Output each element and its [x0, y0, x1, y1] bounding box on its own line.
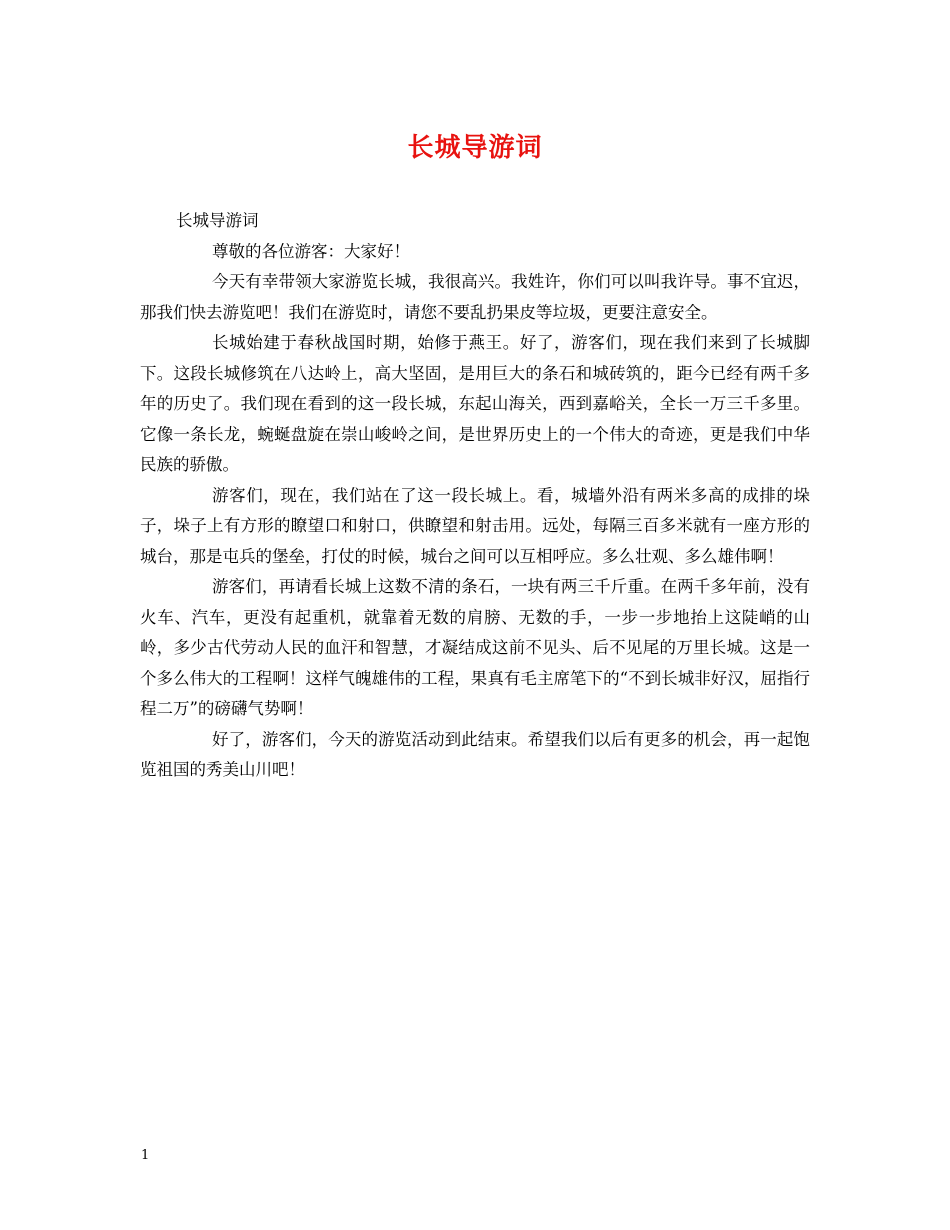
- page-number: 1: [141, 1148, 150, 1163]
- paragraph-greeting: 尊敬的各位游客：大家好！: [212, 241, 410, 261]
- section-heading: 长城导游词: [176, 211, 259, 230]
- document-body: [140, 206, 810, 786]
- paragraph-introduction: 今天有幸带领大家游览长城，我很高兴。我姓许，你们可以叫我许导。事不宜迟，那我们快去游览吧！我们在游览时，请您不要乱扔果皮等垃圾，更要注意安全。: [140, 272, 810, 322]
- paragraph-wall-features: 游客们，现在，我们站在了这一段长城上。看，城墙外沿有两米多高的成排的垛子，垛子上有方形的瞭望口和射口，供瞭望和射击用。远处，每隔三百多米就有一座方形的城台，那是屯兵的堡垒，打仗的时候，城台之间可以互相呼应。多么壮观、多么雄伟啊！: [140, 485, 810, 566]
- paragraph-closing: 好了，游客们，今天的游览活动到此结束。希望我们以后有更多的机会，再一起饱览祖国的秀美山川吧！: [140, 729, 810, 779]
- page-title: 长城导游词: [407, 133, 543, 163]
- paragraph-construction: 游客们，再请看长城上这数不清的条石，一块有两三千斤重。在两千多年前，没有火车、汽车，更没有起重机，就靠着无数的肩膀、无数的手，一步一步地抬上这陡峭的山岭，多少古代劳动人民的血汗和智慧，才凝结成这前不见头、后不见尾的万里长城。这是一个多么伟大的工程啊！这样气魄雄伟的工程，果真有毛主席笔下的“不到长城非好汉，屈指行程二万”的磅礴气势啊！: [140, 577, 810, 718]
- paragraph-history: 长城始建于春秋战国时期，始修于燕王。好了，游客们，现在我们来到了长城脚下。这段长城修筑在八达岭上，高大坚固，是用巨大的条石和城砖筑的，距今已经有两千多年的历史了。我们现在看到的这一段长城，东起山海关，西到嘉峪关，全长一万三千多里。它像一条长龙，蜿蜒盘旋在崇山峻岭之间，是世界历史上的一个伟大的奇迹，更是我们中华民族的骄傲。: [140, 333, 810, 474]
